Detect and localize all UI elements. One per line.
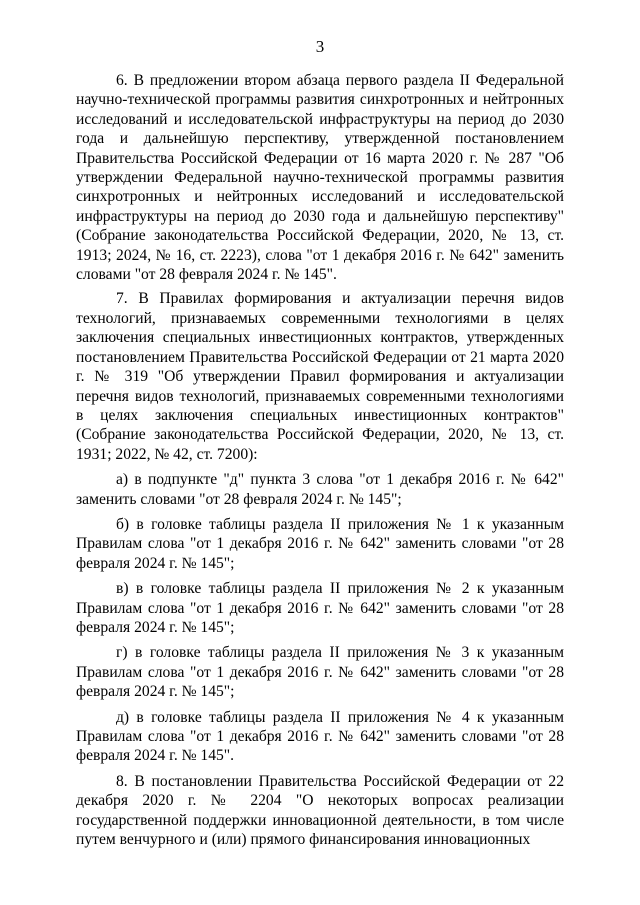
- subparagraph-g: г) в головке таблицы раздела II приложения № 3 к указанным Правилам слова "от 1 декабря 2016 г. № 642" заменить словами "от 28 февраля 2024 г. № 145";: [76, 644, 564, 701]
- page-number: 3: [315, 37, 325, 56]
- subparagraph-b: б) в головке таблицы раздела II приложения № 1 к указанным Правилам слова "от 1 декабря 2016 г. № 642" заменить словами "от 28 февраля 2024 г. № 145";: [76, 515, 564, 572]
- document-body: [76, 71, 564, 849]
- subparagraph-v: в) в головке таблицы раздела II приложения № 2 к указанным Правилам слова "от 1 декабря 2016 г. № 642" заменить словами "от 28 февраля 2024 г. № 145";: [76, 580, 564, 636]
- paragraph-item-6: 6. В предложении втором абзаца первого раздела II Федеральной научно-технической программы развития синхротронных и нейтронных исследований и исследовательской инфраструктуры на период до 2030 года и дальнейшую перспективу, утвержденной постановлением Правительства Российской Федерации от 16 марта 2020 г. № 287 "Об утверждении Федеральной научно-технической программы развития синхротронных и нейтронных исследований и исследовательской инфраструктуры на период до 2030 года и дальнейшую перспективу" (Собрание законодательства Российской Федерации, 2020, № 13, ст. 1913; 2024, № 16, ст. 2223), слова "от 1 декабря 2016 г. № 642" заменить словами "от 28 февраля 2024 г. № 145".: [76, 72, 564, 284]
- paragraph-item-7: 7. В Правилах формирования и актуализации перечня видов технологий, признаваемых современными технологиями в целях заключения специальных инвестиционных контрактов, утвержденных постановлением Правительства Российской Федерации от 21 марта 2020 г. № 319 "Об утверждении Правил формирования и актуализации перечня видов технологий, признаваемых современными технологиями в целях заключения специальных инвестиционных контрактов" (Собрание законодательства Российской Федерации, 2020, № 13, ст. 1931; 2022, № 42, ст. 7200):: [76, 290, 564, 463]
- paragraph-item-8: 8. В постановлении Правительства Российской Федерации от 22 декабря 2020 г. № 2204 "О некоторых вопросах реализации государственной поддержки инновационной деятельности, в том числе путем венчурного и (или) прямого финансирования инновационных: [76, 772, 564, 849]
- subparagraph-d: д) в головке таблицы раздела II приложения № 4 к указанным Правилам слова "от 1 декабря 2016 г. № 642" заменить словами "от 28 февраля 2024 г. № 145".: [76, 708, 564, 765]
- subparagraph-a: а) в подпункте "д" пункта 3 слова "от 1 декабря 2016 г. № 642" заменить словами "от 28 февраля 2024 г. № 145";: [76, 471, 564, 508]
